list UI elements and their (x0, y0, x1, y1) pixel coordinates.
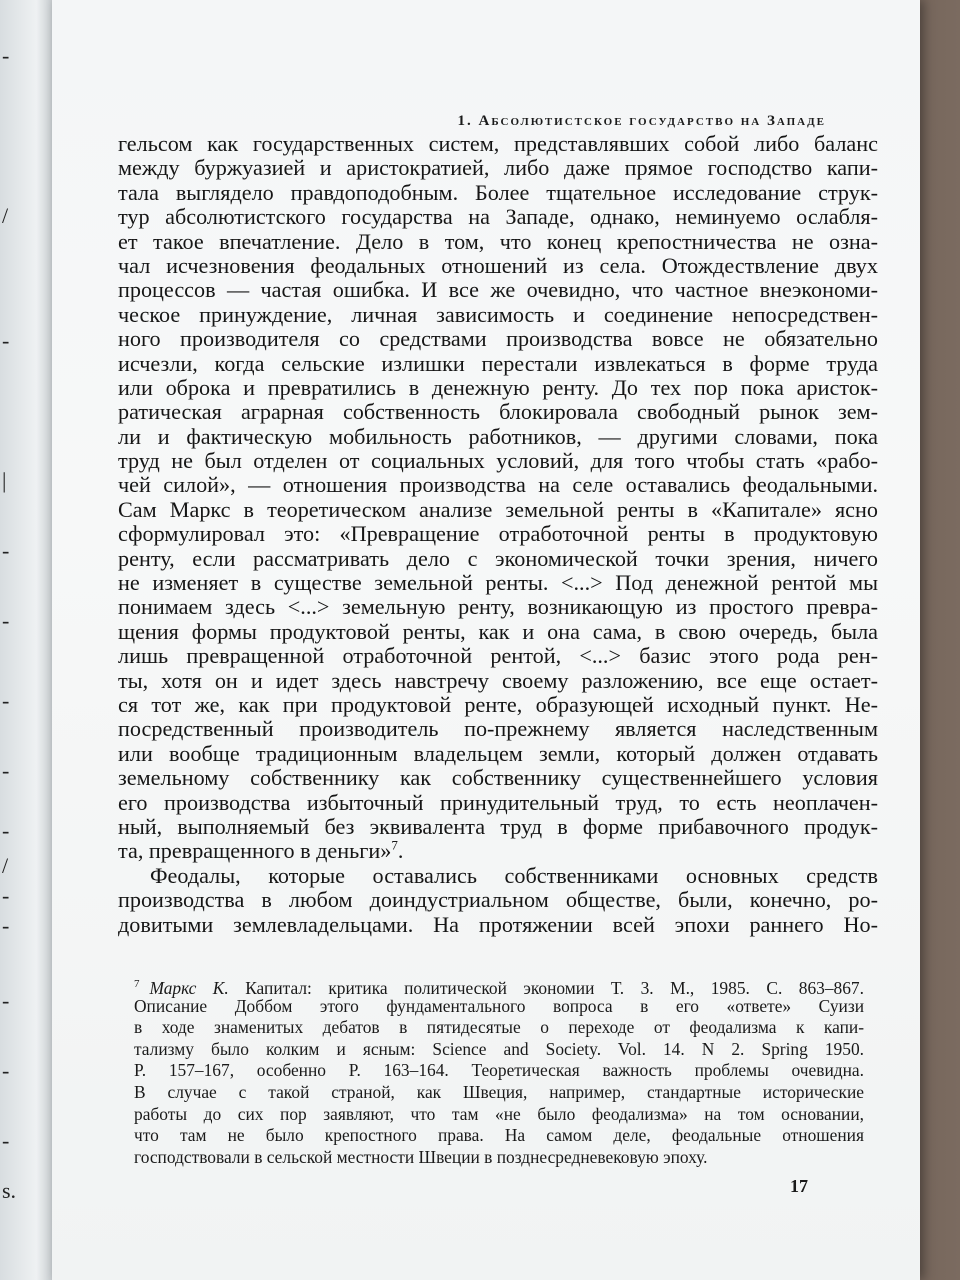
body-line-text: ренту, если рассматривать дело с экономической точки зрения, ничего (118, 545, 878, 571)
body-line-text: земельному собственнику как собственнику существеннейшего условия (118, 765, 878, 791)
book-page (52, 0, 920, 1280)
footnote-line (134, 1039, 864, 1061)
footnote-line (134, 1104, 864, 1126)
body-line (118, 205, 878, 229)
left-page-fragment: - (2, 883, 10, 908)
body-line-text: процессов — частая ошибка. И все же очевидно, что частное внеэкономи- (118, 277, 878, 303)
left-page-fragment: - (2, 538, 10, 563)
footnote-marker: 7 (134, 978, 140, 990)
footnote-reference: 7 (391, 837, 398, 853)
body-line-text: ческое принуждение, личная зависимость и соединение непосредствен- (118, 301, 878, 327)
left-page-fragment: - (2, 818, 10, 843)
left-page-fragment: - (2, 43, 10, 68)
body-line-text: труд не был отделен от социальных условий, для того чтобы стать «рабо- (118, 448, 878, 474)
left-page-fragment: - (2, 688, 10, 713)
body-line (118, 352, 878, 376)
footnote-line-text: В случае с такой страной, как Швеция, например, стандартные исторические (134, 1081, 864, 1102)
body-text (118, 132, 878, 937)
body-line-text: тала выглядело правдоподобным. Более тщательное исследование струк- (118, 179, 878, 205)
body-line-text: или вообще традиционным владельцем земли, который должен отдавать (118, 740, 878, 766)
footnote-line-text: P. 157–167, особенно P. 163–164. Теоретическая важность проблемы очевидна. (134, 1060, 864, 1081)
body-line (118, 303, 878, 327)
footnote-line (134, 974, 864, 996)
body-line (118, 571, 878, 595)
footnote-block (134, 974, 864, 1168)
body-line (118, 254, 878, 278)
body-line-text: ного производителя со средствами производства вовсе не обязательно (118, 326, 878, 352)
body-line (118, 547, 878, 571)
body-line (118, 425, 878, 449)
body-line (118, 327, 878, 351)
footnote-line (134, 1147, 864, 1169)
left-page-fragment: / (2, 203, 9, 228)
body-line-text: Сам Маркс в теоретическом анализе земельной ренты в «Капитале» ясно (118, 496, 878, 522)
footnote-line-text: господствовали в сельской местности Швеции в позднесредневековую эпоху. (134, 1146, 708, 1167)
footnote-line-text: работы до сих пор заявляют, что там «не было феодализма» на том основании, (134, 1103, 864, 1124)
body-line-text: довитыми землевладельцами. На протяжении всей эпохи раннего Но- (118, 911, 878, 937)
body-line-text: Феодалы, которые оставались собственниками основных средств (150, 862, 878, 888)
body-line (118, 473, 878, 497)
footnote-line (134, 1082, 864, 1104)
body-line (118, 913, 878, 937)
body-line (118, 522, 878, 546)
body-line-text: сформулировал это: «Превращение отработочной ренты в продуктовую (118, 521, 878, 547)
left-page-fragment: - (2, 758, 10, 783)
running-head: 1. Абсолютистское государство на Западе (457, 113, 826, 129)
body-line-text: та, превращенного в деньги» (118, 838, 392, 864)
body-line-text: чал исчезновения феодальных отношений из села. Отождествление двух (118, 252, 878, 278)
body-line (118, 693, 878, 717)
footnote-line (134, 1125, 864, 1147)
body-line (118, 839, 878, 863)
body-line-text: или оброка и превратились в денежную ренту. До тех пор пока аристок- (118, 374, 878, 400)
left-page-fragment: - (2, 608, 10, 633)
body-line-text: щения формы продуктовой ренты, как и она сама, в свою очередь, была (118, 618, 878, 644)
body-line (118, 498, 878, 522)
body-line (118, 400, 878, 424)
body-line-text: посредственный производитель по-прежнему является наследственным (118, 716, 878, 742)
body-line-text: понимаем здесь <...> земельную ренту, возникающую из простого превра- (118, 594, 878, 620)
left-page-edge (0, 0, 52, 1280)
body-line-punctuation: . (397, 838, 404, 864)
body-line-text: ты, хотя он и идет здесь навстречу своему разложению, все еще остает- (118, 667, 878, 693)
body-line (118, 766, 878, 790)
page-number: 17 (790, 1176, 808, 1196)
body-line-text: ратическая аграрная собственность блокировала свободный рынок зем- (118, 399, 878, 425)
body-line-text: тур абсолютистского государства на Западе, однако, неминуемо ослабля- (118, 204, 878, 230)
body-line (118, 376, 878, 400)
body-line (118, 742, 878, 766)
footnote-line-text: тализму было колким и ясным: Science and Society. Vol. 14. N 2. Spring 1950. (134, 1038, 864, 1059)
footnote-line (134, 996, 864, 1018)
left-page-fragment: - (2, 1128, 10, 1153)
body-line (118, 132, 878, 156)
body-line-text: ет такое впечатление. Дело в том, что конец крепостничества не озна- (118, 228, 878, 254)
footnote-line-text: что там не было крепостного права. На самом деле, феодальные отношения (134, 1125, 864, 1146)
footnote-line-text: Описание Доббом этого фундаментального вопроса в его «ответе» Суизи (134, 995, 864, 1016)
body-line-text: ный, выполняемый без эквивалента труд в форме прибавочного продук- (118, 813, 878, 839)
body-line-text: лишь превращенной отработочной рентой, <...> базис этого рода рен- (118, 643, 878, 669)
body-line-text: производства в любом доиндустриальном обществе, были, конечно, ро- (118, 887, 878, 913)
footnote-line-text: в ходе знаменитых дебатов в пятидесятые о переходе от феодализма к капи- (134, 1017, 864, 1038)
body-line (118, 620, 878, 644)
body-line (118, 278, 878, 302)
footnote-line (134, 1017, 864, 1039)
left-page-fragment: | (2, 468, 7, 493)
left-page-fragment: - (2, 988, 10, 1013)
footnote-author: Маркс К. (149, 977, 229, 998)
body-line (118, 669, 878, 693)
body-line-text: гельсом как государственных систем, представлявших собой либо баланс (118, 131, 878, 156)
body-line (118, 888, 878, 912)
footnote-line-text: Капитал: критика политической экономии Т. 3. М., 1985. С. 863–867. (245, 977, 864, 998)
left-page-fragment: - (2, 328, 10, 353)
left-page-fragment: / (2, 853, 9, 878)
footnote-line (134, 1060, 864, 1082)
body-line-text: его производства избыточный принудительный труд, то есть неоплачен- (118, 789, 878, 815)
body-line (118, 230, 878, 254)
body-line-text: ли и фактическую мобильность работников, — другими словами, пока (118, 423, 878, 449)
body-line-text: между буржуазией и аристократией, либо даже прямое господство капи- (118, 155, 878, 181)
left-page-fragment: - (2, 1058, 10, 1083)
body-line (118, 644, 878, 668)
left-page-fragment: s. (2, 1178, 17, 1203)
body-line-text: исчезли, когда сельские излишки перестали извлекаться в форме труда (118, 350, 878, 376)
body-line (118, 181, 878, 205)
body-line (118, 595, 878, 619)
body-line (118, 449, 878, 473)
body-line (118, 791, 878, 815)
body-line (118, 815, 878, 839)
body-line-text: ся тот же, как при продуктовой ренте, образующей исходный пункт. Не- (118, 691, 878, 717)
body-line (118, 156, 878, 180)
left-page-fragment: - (2, 913, 10, 938)
body-line (118, 717, 878, 741)
body-line (118, 864, 878, 888)
body-line-text: чей силой», — отношения производства на селе оставались феодальными. (118, 472, 878, 498)
body-line-text: не изменяет в существе земельной ренты. <...> Под денежной рентой мы (118, 570, 878, 596)
